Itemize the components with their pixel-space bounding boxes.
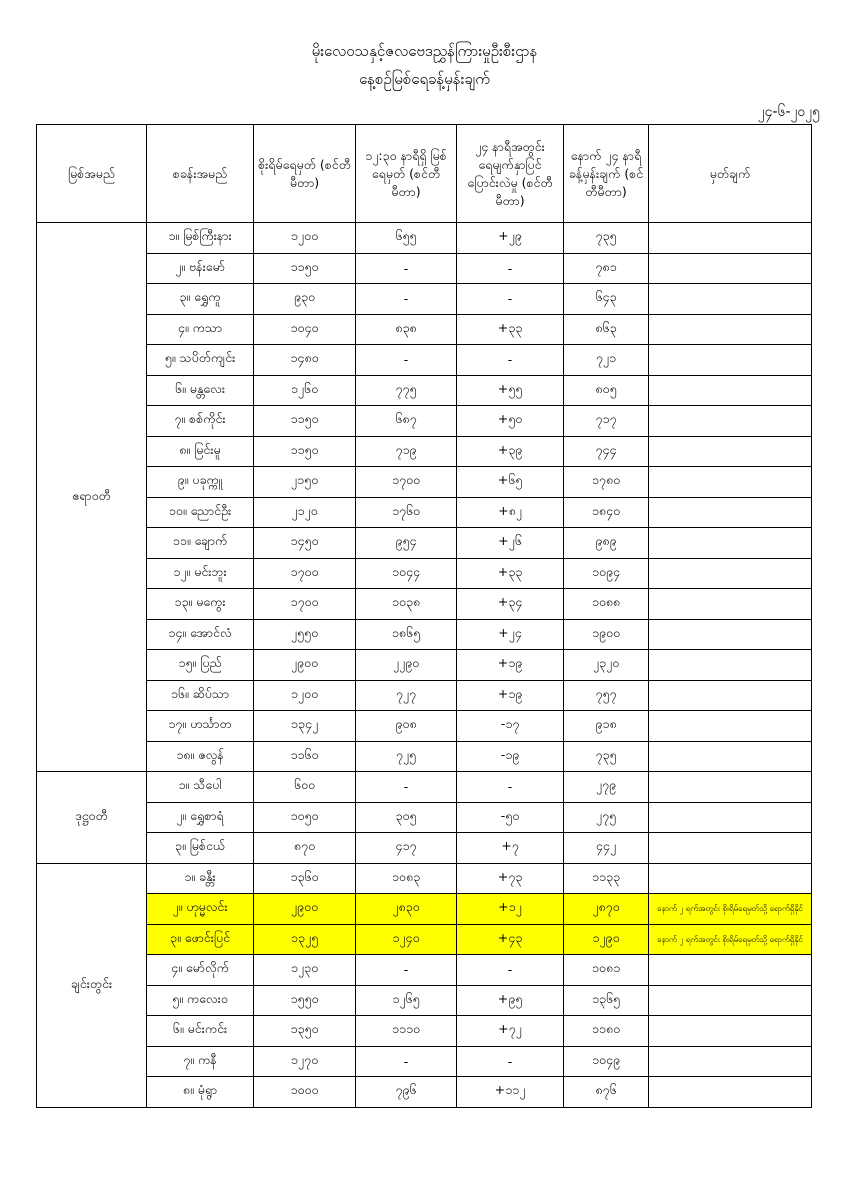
current-level-cell: ၆၈၇	[356, 406, 457, 437]
table-row	[37, 772, 812, 803]
station-cell: ၁။ မြစ်ကြီးနား	[147, 223, 254, 254]
remark-cell	[649, 375, 812, 406]
current-level-cell: ၁၇၆၀	[356, 497, 457, 528]
col-header-current-level: ၁၂:၃၀ နာရီရှိ မြစ်ရေမှတ် (စင်တီမီတာ)	[356, 125, 457, 223]
remark-cell	[649, 436, 812, 467]
station-cell: ၇။ စစ်ကိုင်း	[147, 406, 254, 437]
forecast-cell: ၁၀၉၄	[564, 558, 649, 589]
change-cell: -၁၉	[457, 741, 564, 772]
table-row	[37, 436, 812, 467]
table-header-row	[37, 125, 812, 223]
table-row	[37, 467, 812, 498]
table-row	[37, 223, 812, 254]
table-row	[37, 558, 812, 589]
change-cell: -	[457, 253, 564, 284]
table-row	[37, 1046, 812, 1077]
change-cell: +၅၀	[457, 406, 564, 437]
danger-level-cell: ၈၇၀	[254, 833, 356, 864]
current-level-cell: -	[356, 253, 457, 284]
table-row	[37, 528, 812, 559]
forecast-cell: ၁၇၈၀	[564, 467, 649, 498]
remark-cell	[649, 1077, 812, 1108]
current-level-cell: ၁၂၆၅	[356, 985, 457, 1016]
current-level-cell: -	[356, 345, 457, 376]
station-cell: ၂။ ရွှေစာရံ	[147, 802, 254, 833]
forecast-cell: ၁၁၈၀	[564, 1016, 649, 1047]
change-cell: +၉၅	[457, 985, 564, 1016]
danger-level-cell: ၁၀၄၀	[254, 314, 356, 345]
table-row	[37, 955, 812, 986]
remark-cell	[649, 558, 812, 589]
change-cell: +၂၉	[457, 223, 564, 254]
station-cell: ၄။ မော်လိုက်	[147, 955, 254, 986]
change-cell: -	[457, 772, 564, 803]
forecast-cell: ၁၀၈၈	[564, 589, 649, 620]
danger-level-cell: ၁၁၆၀	[254, 741, 356, 772]
table-row	[37, 284, 812, 315]
forecast-cell: ၂၃၂၀	[564, 650, 649, 681]
danger-level-cell: ၁၂၀၀	[254, 223, 356, 254]
current-level-cell: ၇၂၅	[356, 741, 457, 772]
river-forecast-table	[36, 124, 812, 1108]
change-cell: +၁၉	[457, 650, 564, 681]
forecast-cell: ၂၈၇၀	[564, 894, 649, 925]
danger-level-cell: ၁၄၅၀	[254, 528, 356, 559]
forecast-cell: ၈၆၃	[564, 314, 649, 345]
danger-level-cell: ၂၉၀၀	[254, 650, 356, 681]
danger-level-cell: ၁၁၅၀	[254, 406, 356, 437]
danger-level-cell: ၁၇၀၀	[254, 558, 356, 589]
danger-level-cell: ၂၁၅၀	[254, 467, 356, 498]
forecast-cell: ၇၅၇	[564, 680, 649, 711]
table-row	[37, 253, 812, 284]
forecast-cell: ၁၀၈၁	[564, 955, 649, 986]
table-row	[37, 650, 812, 681]
current-level-cell: ၂၂၉၀	[356, 650, 457, 681]
station-cell: ၅။ သပိတ်ကျင်း	[147, 345, 254, 376]
table-row	[37, 589, 812, 620]
forecast-cell: ၆၄၃	[564, 284, 649, 315]
table-row	[37, 1077, 812, 1108]
danger-level-cell: ၁၄၈၀	[254, 345, 356, 376]
forecast-cell: ၁၃၆၅	[564, 985, 649, 1016]
current-level-cell: -	[356, 1046, 457, 1077]
station-cell: ၁၂။ မင်းဘူး	[147, 558, 254, 589]
table-row	[37, 802, 812, 833]
col-header-danger-level: စိုးရိမ်ရေမှတ် (စင်တီမီတာ)	[254, 125, 356, 223]
danger-level-cell: ၁၃၅၀	[254, 1016, 356, 1047]
station-cell: ၂။ ဗန်းမော်	[147, 253, 254, 284]
station-cell: ၃။ ဖောင်းပြင်	[147, 924, 254, 955]
danger-level-cell: ၁၂၆၀	[254, 375, 356, 406]
forecast-cell: ၉၁၈	[564, 711, 649, 742]
remark-cell	[649, 406, 812, 437]
col-header-change: ၂၄ နာရီအတွင်း ရေမျက်နှာပြင် ပြောင်းလဲမှု (စင်တီမီတာ)	[457, 125, 564, 223]
forecast-cell: ၇၄၄	[564, 436, 649, 467]
current-level-cell: ၂၈၃၀	[356, 894, 457, 925]
station-cell: ၁၀။ ညောင်ဦး	[147, 497, 254, 528]
remark-cell	[649, 314, 812, 345]
remark-cell	[649, 589, 812, 620]
remark-cell	[649, 863, 812, 894]
table-row	[37, 924, 812, 955]
station-cell: ၁၇။ ဟင်္သာတ	[147, 711, 254, 742]
col-header-river: မြစ်အမည်	[37, 125, 147, 223]
current-level-cell: ၉၅၄	[356, 528, 457, 559]
remark-cell	[649, 985, 812, 1016]
station-cell: ၁၈။ ဇလွန်	[147, 741, 254, 772]
remark-cell	[649, 650, 812, 681]
danger-level-cell: ၁၀၀၀	[254, 1077, 356, 1108]
change-cell: +၈၂	[457, 497, 564, 528]
danger-level-cell: ၂၁၂၀	[254, 497, 356, 528]
forecast-cell: ၄၄၂	[564, 833, 649, 864]
current-level-cell: ၇၂၇	[356, 680, 457, 711]
change-cell: +၇၃	[457, 863, 564, 894]
danger-level-cell: ၁၅၅၀	[254, 985, 356, 1016]
table-row	[37, 894, 812, 925]
station-cell: ၆။ မန္တလေး	[147, 375, 254, 406]
change-cell: +၆၅	[457, 467, 564, 498]
remark-cell	[649, 1046, 812, 1077]
station-cell: ၃။ မြစ်ငယ်	[147, 833, 254, 864]
current-level-cell: ၁၀၄၄	[356, 558, 457, 589]
station-cell: ၁။ သီပေါ	[147, 772, 254, 803]
table-row	[37, 406, 812, 437]
table-row	[37, 497, 812, 528]
station-cell: ၁။ ခန္တီး	[147, 863, 254, 894]
danger-level-cell: ၂၅၅၀	[254, 619, 356, 650]
forecast-cell: ၁၉၀၀	[564, 619, 649, 650]
danger-level-cell: ၁၃၄၂	[254, 711, 356, 742]
station-cell: ၆။ မင်းကင်း	[147, 1016, 254, 1047]
remark-cell	[649, 528, 812, 559]
station-cell: ၁၁။ ချောက်	[147, 528, 254, 559]
report-subtitle: နေ့စဉ်မြစ်ရေခန့်မှန်းချက်	[359, 70, 490, 88]
station-cell: ၄။ ကသာ	[147, 314, 254, 345]
change-cell: -	[457, 284, 564, 315]
change-cell: -၅၀	[457, 802, 564, 833]
table-row	[37, 985, 812, 1016]
danger-level-cell: ၉၃၀	[254, 284, 356, 315]
change-cell: +၃၃	[457, 558, 564, 589]
danger-level-cell: ၁၃၂၅	[254, 924, 356, 955]
remark-cell	[649, 955, 812, 986]
danger-level-cell: ၁၃၆၀	[254, 863, 356, 894]
table-row	[37, 711, 812, 742]
current-level-cell: ၁၇၀၀	[356, 467, 457, 498]
station-cell: ၈။ မုံရွာ	[147, 1077, 254, 1108]
report-date: ၂၄-၆-၂၀၂၅	[757, 104, 820, 120]
current-level-cell: -	[356, 772, 457, 803]
station-cell: ၇။ ကနီ	[147, 1046, 254, 1077]
remark-cell	[649, 772, 812, 803]
remark-cell	[649, 833, 812, 864]
change-cell: +၃၉	[457, 436, 564, 467]
station-cell: ၁၄။ အောင်လံ	[147, 619, 254, 650]
change-cell: -	[457, 1046, 564, 1077]
current-level-cell: ၁၈၆၅	[356, 619, 457, 650]
river-name-cell: ချင်းတွင်း	[37, 863, 147, 1107]
forecast-cell: ၇၃၅	[564, 741, 649, 772]
danger-level-cell: ၁၇၀၀	[254, 589, 356, 620]
current-level-cell: ၇၁၉	[356, 436, 457, 467]
current-level-cell: -	[356, 955, 457, 986]
remark-cell	[649, 711, 812, 742]
change-cell: -	[457, 955, 564, 986]
change-cell: +၅၅	[457, 375, 564, 406]
change-cell: -	[457, 345, 564, 376]
forecast-cell: ၇၈၁	[564, 253, 649, 284]
forecast-cell: ၁၁၃၃	[564, 863, 649, 894]
col-header-forecast: နောက် ၂၄ နာရီ ခန့်မှန်းချက် (စင်တီမီတာ)	[564, 125, 649, 223]
table-row	[37, 741, 812, 772]
forecast-cell: ၈၀၅	[564, 375, 649, 406]
current-level-cell: ၁၁၁၀	[356, 1016, 457, 1047]
remark-cell: နောက် ၂ ရက်အတွင်း စိုးရိမ်ရေမှတ်သို့ ရောက်ရှိနိုင်	[649, 894, 812, 925]
current-level-cell: ၈၃၈	[356, 314, 457, 345]
station-cell: ၁၆။ ဆိပ်သာ	[147, 680, 254, 711]
table-row	[37, 314, 812, 345]
remark-cell	[649, 741, 812, 772]
danger-level-cell: ၁၁၅၀	[254, 436, 356, 467]
col-header-station: စခန်းအမည်	[147, 125, 254, 223]
change-cell: +၃၄	[457, 589, 564, 620]
change-cell: +၁၁၂	[457, 1077, 564, 1108]
forecast-cell: ၉၈၉	[564, 528, 649, 559]
forecast-cell: ၁၈၄၀	[564, 497, 649, 528]
remark-cell	[649, 1016, 812, 1047]
danger-level-cell: ၂၉၀၀	[254, 894, 356, 925]
current-level-cell: ၁၂၄၀	[356, 924, 457, 955]
change-cell: +၂၆	[457, 528, 564, 559]
river-name-cell: ဧရာဝတီ	[37, 223, 147, 772]
current-level-cell: ၇၉၆	[356, 1077, 457, 1108]
table-row	[37, 1016, 812, 1047]
current-level-cell: ၃၀၅	[356, 802, 457, 833]
danger-level-cell: ၆၀၀	[254, 772, 356, 803]
change-cell: +၂၄	[457, 619, 564, 650]
current-level-cell: ၁၀၃၈	[356, 589, 457, 620]
station-cell: ၁၃။ မကွေး	[147, 589, 254, 620]
forecast-cell: ၂၇၅	[564, 802, 649, 833]
current-level-cell: -	[356, 284, 457, 315]
change-cell: +၁၂	[457, 894, 564, 925]
table-row	[37, 833, 812, 864]
remark-cell	[649, 467, 812, 498]
forecast-cell: ၁၂၉၀	[564, 924, 649, 955]
station-cell: ၁၅။ ပြည်	[147, 650, 254, 681]
river-name-cell: ဒုဋ္ဌဝတီ	[37, 772, 147, 864]
danger-level-cell: ၁၂၃၀	[254, 955, 356, 986]
remark-cell	[649, 345, 812, 376]
current-level-cell: ၆၅၅	[356, 223, 457, 254]
station-cell: ၉။ ပခုက္ကူ	[147, 467, 254, 498]
table-row	[37, 863, 812, 894]
col-header-remark: မှတ်ချက်	[649, 125, 812, 223]
table-row	[37, 375, 812, 406]
remark-cell: နောက် ၂ ရက်အတွင်း စိုးရိမ်ရေမှတ်သို့ ရောက်ရှိနိုင်	[649, 924, 812, 955]
current-level-cell: ၁၀၈၃	[356, 863, 457, 894]
remark-cell	[649, 680, 812, 711]
forecast-cell: ၂၇၉	[564, 772, 649, 803]
forecast-cell: ၇၃၅	[564, 223, 649, 254]
forecast-cell: ၇၂၁	[564, 345, 649, 376]
forecast-cell: ၈၇၆	[564, 1077, 649, 1108]
change-cell: +၇၂	[457, 1016, 564, 1047]
danger-level-cell: ၁၀၅၀	[254, 802, 356, 833]
danger-level-cell: ၁၂၀၀	[254, 680, 356, 711]
remark-cell	[649, 802, 812, 833]
station-cell: ၅။ ကလေးဝ	[147, 985, 254, 1016]
current-level-cell: ၉၀၈	[356, 711, 457, 742]
change-cell: -၁၇	[457, 711, 564, 742]
change-cell: +၁၉	[457, 680, 564, 711]
remark-cell	[649, 223, 812, 254]
station-cell: ၃။ ရွှေကူ	[147, 284, 254, 315]
station-cell: ၂။ ဟုမ္မလင်း	[147, 894, 254, 925]
table-row	[37, 680, 812, 711]
remark-cell	[649, 253, 812, 284]
table-row	[37, 345, 812, 376]
table-row	[37, 619, 812, 650]
forecast-cell: ၇၁၇	[564, 406, 649, 437]
station-cell: ၈။ မြင်းမူ	[147, 436, 254, 467]
remark-cell	[649, 497, 812, 528]
remark-cell	[649, 284, 812, 315]
current-level-cell: ၄၁၇	[356, 833, 457, 864]
remark-cell	[649, 619, 812, 650]
forecast-cell: ၁၀၄၉	[564, 1046, 649, 1077]
report-title: မိုးလေဝသနှင့်ဇလဗေဒညွှန်ကြားမှုဦးစီးဌာန	[311, 42, 538, 60]
current-level-cell: ၇၇၅	[356, 375, 457, 406]
change-cell: +၃၃	[457, 314, 564, 345]
danger-level-cell: ၁၂၇၀	[254, 1046, 356, 1077]
change-cell: +၄၃	[457, 924, 564, 955]
danger-level-cell: ၁၁၅၀	[254, 253, 356, 284]
change-cell: +၇	[457, 833, 564, 864]
